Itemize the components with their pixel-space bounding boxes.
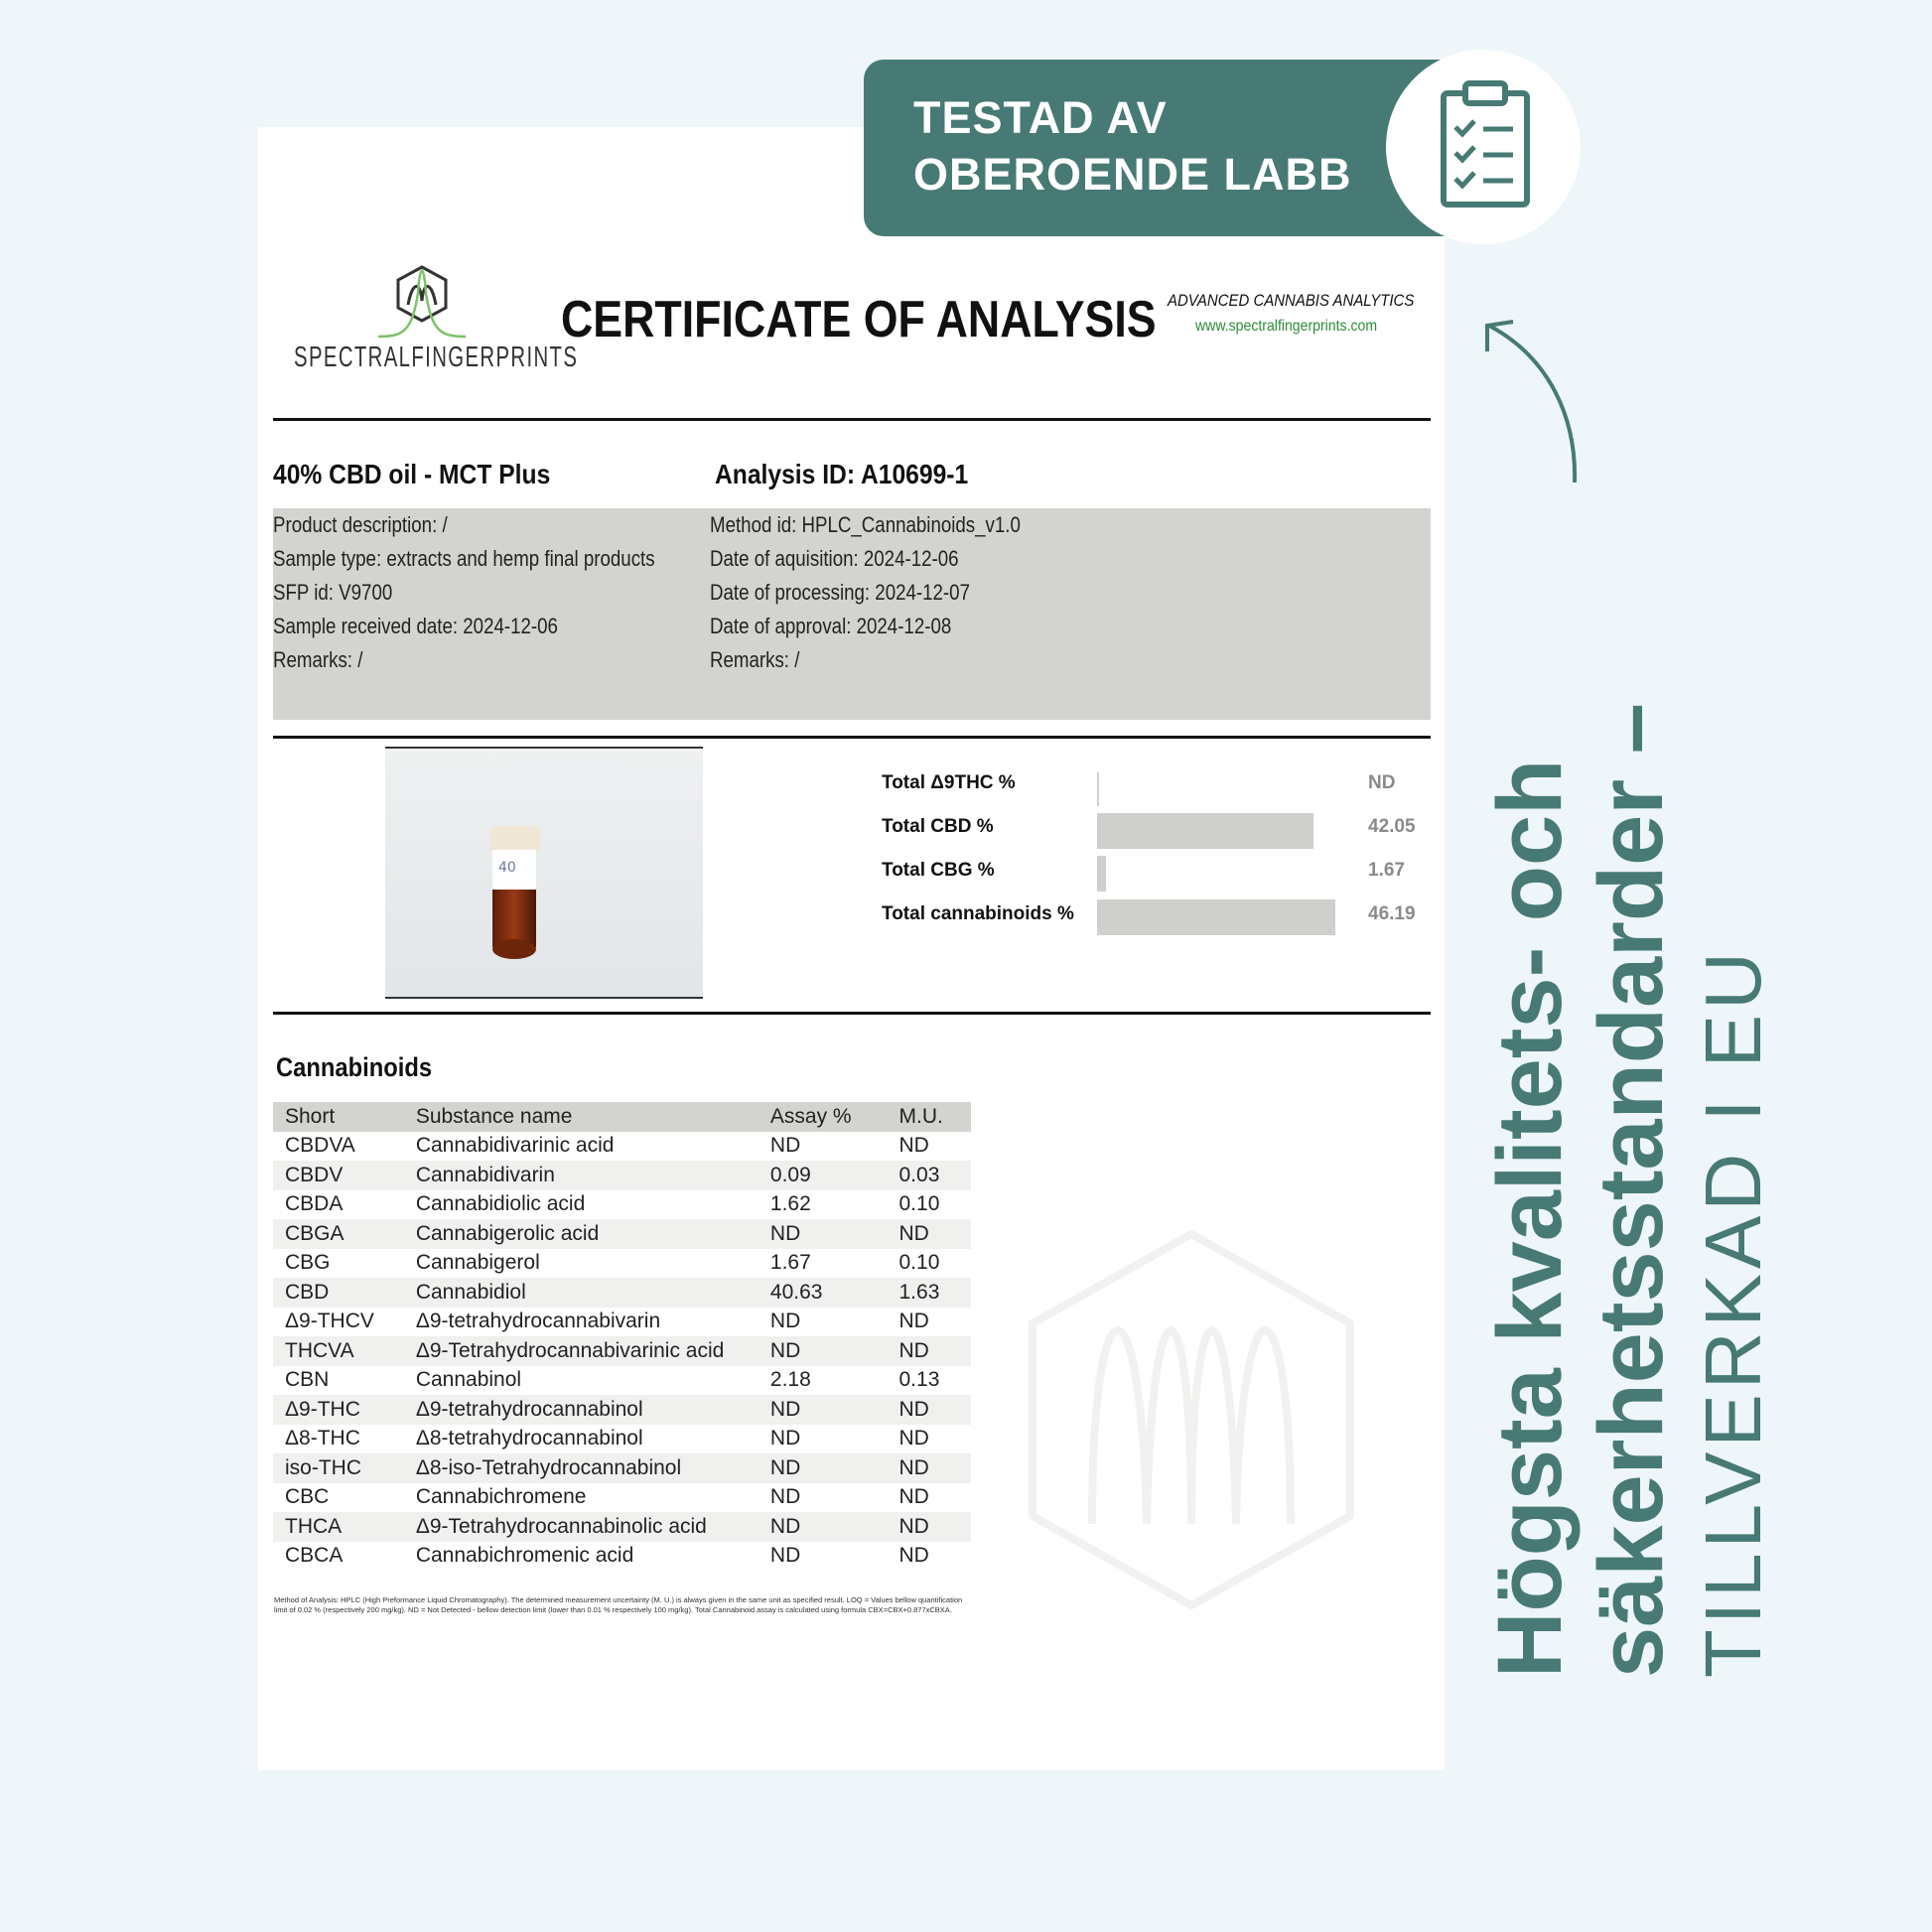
info-line: Sample received date: 2024-12-06 [273,614,558,638]
banner-line-1: TESTAD AV [913,92,1168,143]
table-cell: Δ8-tetrahydrocannabinol [415,1427,643,1450]
lab-tagline: ADVANCED CANNABIS ANALYTICS [1168,291,1415,310]
slogan-line-3: TILLVERKAD I EU [1689,947,1777,1678]
table-row [273,1395,971,1425]
divider [273,736,1431,739]
table-cell: Δ9-tetrahydrocannabinol [404,1395,759,1425]
table-cell: Cannabigerolic acid [404,1219,759,1249]
table-cell: 2.18 [769,1368,811,1392]
table-cell: ND [898,1427,929,1450]
total-value: 42.05 [1368,816,1416,837]
total-value: 46.19 [1368,903,1416,924]
table-cell: ND [769,1544,801,1568]
divider [273,1012,1431,1015]
table-cell: 0.10 [898,1192,940,1216]
table-cell: CBCA [285,1544,344,1568]
product-name: 40% CBD oil - MCT Plus [273,459,551,489]
total-bar [1097,899,1335,935]
table-row [273,1483,971,1513]
table-cell: CBC [285,1485,330,1509]
total-label: Total Δ9THC % [882,772,1016,793]
table-cell: CBG [285,1251,331,1275]
table-cell: ND [769,1310,801,1333]
section-title: Cannabinoids [276,1052,433,1082]
clipboard-checklist-icon [1386,50,1581,244]
table-cell: ND [898,1310,929,1333]
table-cell: Cannabichromene [415,1485,587,1509]
info-line: Product description: / [273,512,448,537]
table-cell: ND [888,1336,972,1366]
table-row [273,1249,971,1279]
table-cell: CBD [273,1278,404,1308]
info-line: Sample type: extracts and hemp final products [273,546,655,571]
table-row [273,1453,971,1483]
cannabinoids-table [273,1102,971,1571]
table-row [273,1278,971,1308]
table-cell: Cannabigerol [415,1251,540,1275]
table-header-cell: Short [273,1102,404,1132]
table-cell: Δ9-THC [273,1395,404,1425]
table-cell: 40.63 [759,1278,888,1308]
total-bar-empty [1097,772,1099,806]
analysis-id: Analysis ID: A10699-1 [715,459,969,489]
table-cell: CBDA [285,1192,344,1216]
svg-text:40: 40 [498,860,516,876]
table-cell: THCVA [273,1336,404,1366]
table-cell: ND [769,1427,801,1450]
table-cell: 0.09 [759,1161,888,1190]
table-cell: Δ9-Tetrahydrocannabinolic acid [404,1512,759,1542]
total-value: ND [1368,772,1396,793]
table-cell: iso-THC [273,1453,404,1483]
table-row [273,1161,971,1190]
sample-vial-photo [385,747,703,999]
watermark-logo-icon [1023,1226,1360,1613]
table-cell: 1.67 [769,1251,811,1275]
table-cell: Δ8-THC [285,1427,360,1450]
table-cell: Cannabidiolic acid [415,1192,586,1216]
table-cell: ND [759,1336,888,1366]
slogan-line-2: säkerhetsstandarder – [1581,703,1682,1678]
total-bar [1097,813,1313,849]
table-row [273,1132,971,1162]
total-bar [1097,856,1106,892]
table-row [273,1336,971,1366]
table-cell: ND [769,1485,801,1509]
table-cell: CBN [285,1368,330,1392]
table-cell: 1.63 [888,1278,972,1308]
table-cell: ND [759,1512,888,1542]
lab-website-link[interactable]: www.spectralfingerprints.com [1195,318,1378,335]
table-cell: 1.62 [769,1192,811,1216]
clipboard-badge [1386,50,1581,244]
table-cell: Cannabidivarinic acid [415,1134,615,1158]
divider [273,418,1431,421]
total-value: 1.67 [1368,860,1405,881]
table-cell: ND [898,1544,929,1568]
table-header-cell: Substance name [404,1102,759,1132]
table-cell: ND [888,1219,972,1249]
table-row [273,1366,971,1396]
info-line: Date of processing: 2024-12-07 [710,580,970,605]
total-label: Total CBG % [882,860,995,881]
table-cell: ND [898,1134,929,1158]
table-cell: ND [888,1395,972,1425]
method-footnote: Method of Analysis: HPLC (High Preformance Liquid Chromatography). The determined measurement uncertainty (M. U.) is always given in the same unit as specified result. LOQ = Values bellow quantification limit of 0.02 % (respectively 200 mg/kg). ND = Not Detected - bellow detection limit (lower than 0.01 % respectively 100 mg/kg). Total Cannabinoid assay is calculated using formula CBX=CBX+0.877xCBXA. [274,1595,963,1614]
table-cell: ND [759,1453,888,1483]
curved-arrow-icon [1469,308,1588,496]
certificate-title: CERTIFICATE OF ANALYSIS [561,291,1157,348]
spectral-logo-icon [372,253,472,343]
table-cell: 0.03 [888,1161,972,1190]
table-cell: 0.10 [898,1251,940,1275]
table-cell: Δ9-Tetrahydrocannabivarinic acid [404,1336,759,1366]
table-cell: ND [759,1219,888,1249]
total-label: Total CBD % [882,816,994,837]
table-cell: Δ9-THCV [285,1310,374,1333]
table-row [273,1512,971,1542]
table-row [273,1542,971,1572]
vertical-slogan [1479,703,1785,1678]
table-header-cell: Assay % [759,1102,888,1132]
info-line: Remarks: / [273,647,363,672]
table-row [273,1190,971,1220]
table-row [273,1425,971,1454]
logo-wordmark: SPECTRALFINGERPRINTS [294,342,579,373]
slogan-line-1: Högsta kvalitets- och [1479,759,1581,1678]
table-cell: THCA [273,1512,404,1542]
table-header-row [273,1102,971,1132]
table-cell: CBGA [273,1219,404,1249]
info-line: Remarks: / [710,647,800,672]
table-row [273,1219,971,1249]
table-cell: Δ9-tetrahydrocannabivarin [415,1310,661,1333]
table-cell: ND [759,1395,888,1425]
table-header-cell: M.U. [888,1102,972,1132]
info-line: Method id: HPLC_Cannabinoids_v1.0 [710,512,1021,537]
table-cell: 0.13 [898,1368,940,1392]
table-cell: ND [769,1134,801,1158]
info-line: SFP id: V9700 [273,580,393,605]
table-cell: ND [888,1453,972,1483]
table-cell: Δ8-iso-Tetrahydrocannabinol [404,1453,759,1483]
table-cell: ND [898,1485,929,1509]
sample-info-left [273,508,722,677]
banner-line-2: OBEROENDE LABB [913,149,1352,200]
table-row [273,1308,971,1337]
total-label: Total cannabinoids % [882,903,1074,924]
table-cell: Cannabidivarin [404,1161,759,1190]
info-line: Date of aquisition: 2024-12-06 [710,546,959,571]
table-cell: Cannabichromenic acid [415,1544,634,1568]
table-cell: Cannabinol [415,1368,522,1392]
info-line: Date of approval: 2024-12-08 [710,614,952,638]
table-cell: ND [888,1512,972,1542]
table-cell: CBDVA [285,1134,355,1158]
table-cell: CBDV [273,1161,404,1190]
sample-info-right [710,508,1075,677]
table-cell: Cannabidiol [404,1278,759,1308]
